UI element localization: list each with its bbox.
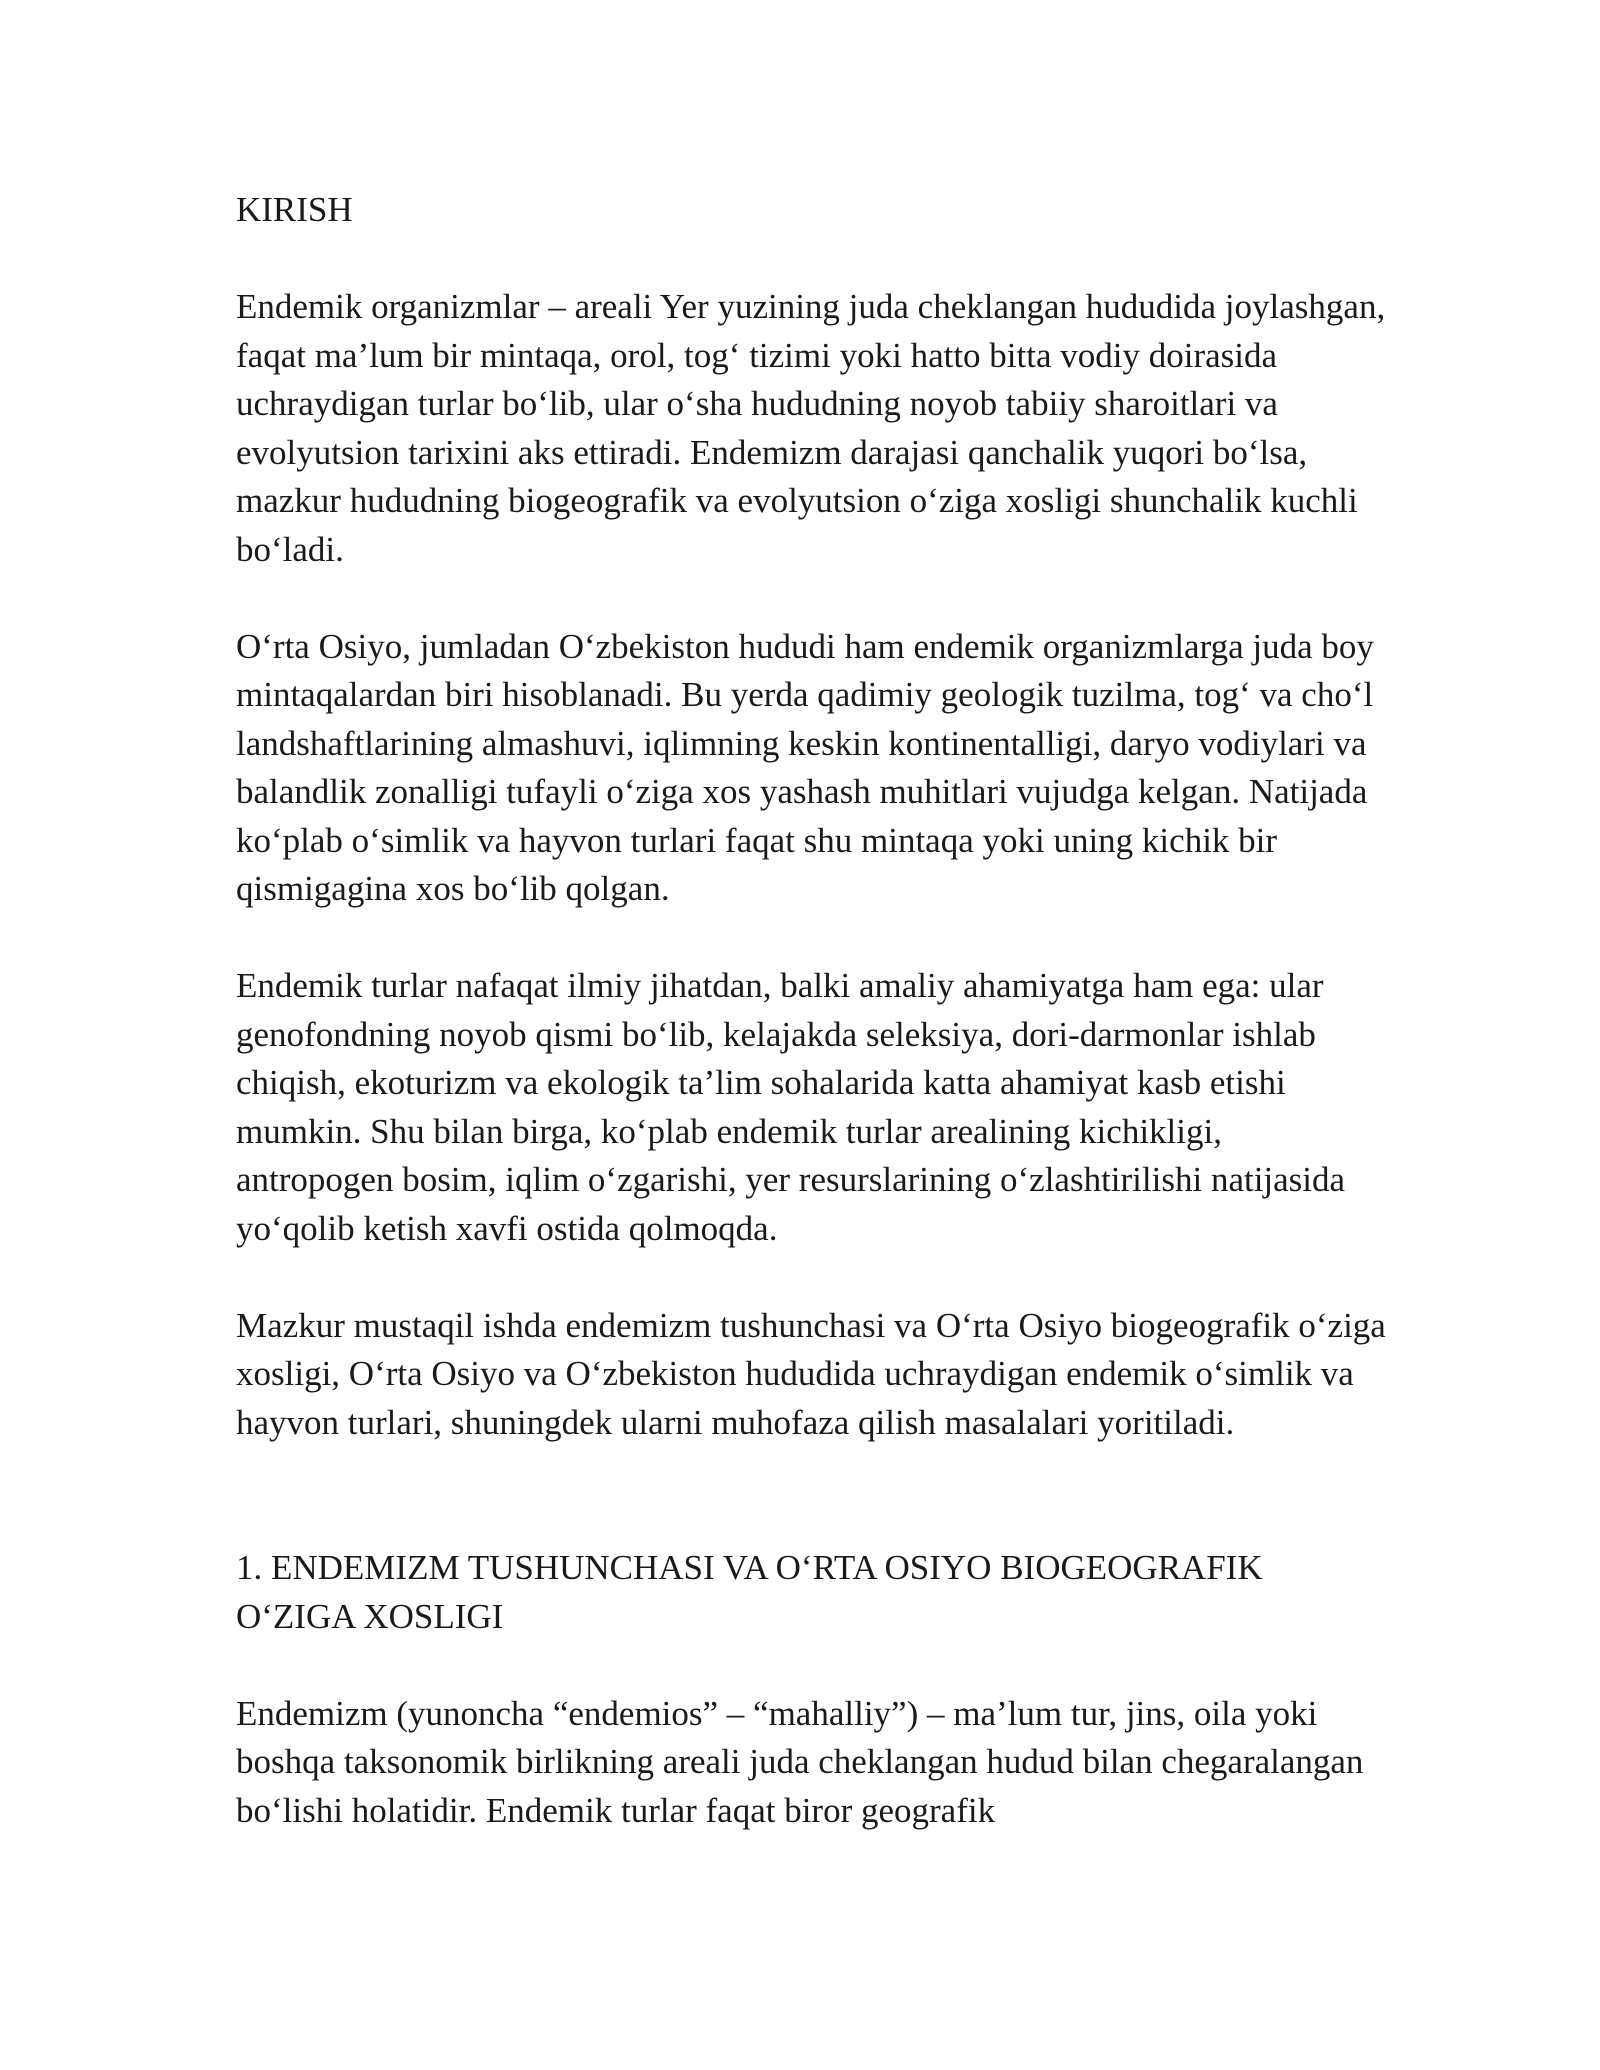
intro-paragraph-3: Endemik turlar nafaqat ilmiy jihatdan, balki amaliy ahamiyatga ham ega: ular genofondning noyob qismi bo‘lib, kelajakda seleksiya, dori-darmonlar ishlab chiqish, ekoturizm va ekologik ta’lim sohalarida katta ahamiyat kasb etishi mumkin. Shu bilan birga, ko‘plab endemik turlar arealining kichikligi, antropogen bosim, iqlim o‘zgarishi, yer resurslarining o‘zlashtirilishi natijasida yo‘qolib ketish xavfi ostida qolmoqda. (236, 966, 1346, 1248)
intro-paragraph-1: Endemik organizmlar – areali Yer yuzining juda cheklangan hududida joylashgan, faqat ma’lum bir mintaqa, orol, tog‘ tizimi yoki hatto bitta vodiy doirasida uchraydigan turlar bo‘lib, ular o‘sha hududning noyob tabiiy sharoitlari va evolyutsion tarixini aks ettiradi. Endemizm darajasi qanchalik yuqori bo‘lsa, mazkur hududning biogeografik va evolyutsion o‘ziga xosligi shunchalik kuchli bo‘ladi. (236, 287, 1386, 569)
intro-heading: KIRISH (236, 190, 353, 229)
document-body (236, 186, 1386, 1884)
intro-paragraph-2: O‘rta Osiyo, jumladan O‘zbekiston hududi ham endemik organizmlarga juda boy mintaqalardan biri hisoblanadi. Bu yerda qadimiy geologik tuzilma, tog‘ va cho‘l landshaftlarining almashuvi, iqlimning keskin kontinentalligi, daryo vodiylari va balandlik zonalligi tufayli o‘ziga xos yashash muhitlari vujudga kelgan. Natijada ko‘plab o‘simlik va hayvon turlari faqat shu mintaqa yoki uning kichik bir qismigagina xos bo‘lib qolgan. (236, 626, 1374, 908)
section-1-paragraph-1: Endemizm (yunoncha “endemios” – “mahalliy”) – ma’lum tur, jins, oila yoki boshqa taksonomik birlikning areali juda cheklangan hudud bilan chegaralangan bo‘lishi holatidir. Endemik turlar faqat biror geografik (236, 1693, 1364, 1830)
intro-paragraph-4: Mazkur mustaqil ishda endemizm tushunchasi va O‘rta Osiyo biogeografik o‘ziga xosligi, O‘rta Osiyo va O‘zbekiston hududida uchraydigan endemik o‘simlik va hayvon turlari, shuningdek ularni muhofaza qilish masalalari yoritiladi. (236, 1305, 1386, 1442)
section-1-heading: 1. ENDEMIZM TUSHUNCHASI VA O‘RTA OSIYO BIOGEOGRAFIK O‘ZIGA XOSLIGI (236, 1548, 1263, 1636)
